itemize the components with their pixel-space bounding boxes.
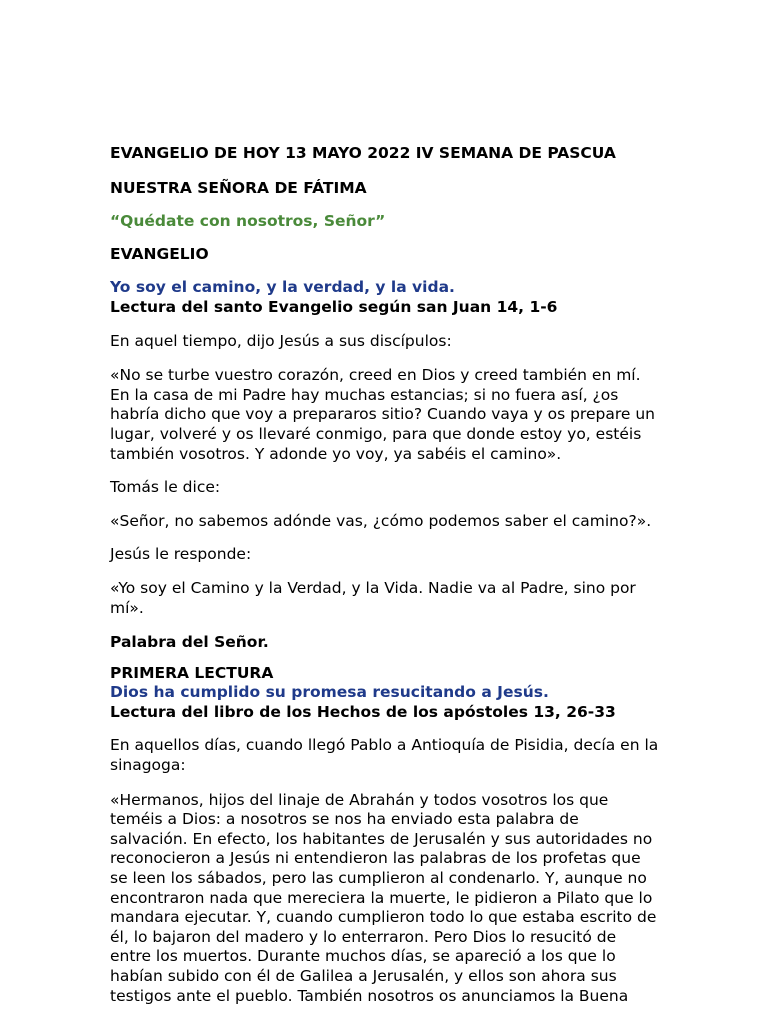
gospel-paragraph: «Señor, no sabemos adónde vas, ¿cómo podemos saber el camino?».: [110, 511, 652, 530]
first-reading-heading: PRIMERA LECTURA: [110, 663, 274, 682]
document-title: EVANGELIO DE HOY 13 MAYO 2022 IV SEMANA DE PASCUA: [110, 144, 616, 162]
document-body: [110, 144, 660, 1006]
document-subtitle: NUESTRA SEÑORA DE FÁTIMA: [110, 178, 367, 197]
gospel-reference: Lectura del santo Evangelio según san Juan 14, 1-6: [110, 297, 558, 316]
gospel-paragraph: Jesús le responde:: [110, 545, 252, 564]
gospel-heading: EVANGELIO: [110, 244, 209, 263]
first-reading-reference: Lectura del libro de los Hechos de los apóstoles 13, 26-33: [110, 702, 616, 721]
first-reading-theme: Dios ha cumplido su promesa resucitando a Jesús.: [110, 683, 549, 702]
gospel-paragraph: Tomás le dice:: [110, 478, 221, 497]
gospel-paragraph: «Yo soy el Camino y la Verdad, y la Vida. Nadie va al Padre, sino por mí».: [110, 578, 636, 617]
motto: “Quédate con nosotros, Señor”: [110, 212, 386, 231]
gospel-closing: Palabra del Señor.: [110, 633, 269, 652]
gospel-paragraph: «No se turbe vuestro corazón, creed en Dios y creed también en mí. En la casa de mi Padre hay muchas estancias; si no fuera así, ¿os habría dicho que voy a prepararos sitio? Cuando vaya y os prepare un lugar, volveré y os llevaré conmigo, para que donde estoy yo, estéis también vosotros. Y adonde yo voy, ya sabéis el camino».: [110, 366, 655, 463]
first-reading-paragraph: En aquellos días, cuando llegó Pablo a Antioquía de Pisidia, decía en la sinagoga:: [110, 736, 659, 775]
first-reading-paragraph: «Hermanos, hijos del linaje de Abrahán y todos vosotros los que teméis a Dios: a nosotros se nos ha enviado esta palabra de salvación. En efecto, los habitantes de Jerusalén y sus autoridades no reconocieron a Jesús ni entendieron las palabras de los profetas que se leen los sábados, pero las cumplieron al condenarlo. Y, aunque no encontraron nada que mereciera la muerte, le pidieron a Pilato que lo mandara ejecutar. Y, cuando cumplieron todo lo que estaba escrito de él, lo bajaron del madero y lo enterraron. Pero Dios lo resucitó de entre los muertos. Durante muchos días, se apareció a los que lo habían subido con él de Galilea a Jerusalén, y ellos son ahora sus testigos ante el pueblo. También nosotros os anunciamos la Buena: [110, 790, 657, 1005]
gospel-paragraph: En aquel tiempo, dijo Jesús a sus discípulos:: [110, 331, 452, 350]
gospel-theme: Yo soy el camino, y la verdad, y la vida.: [110, 278, 455, 297]
